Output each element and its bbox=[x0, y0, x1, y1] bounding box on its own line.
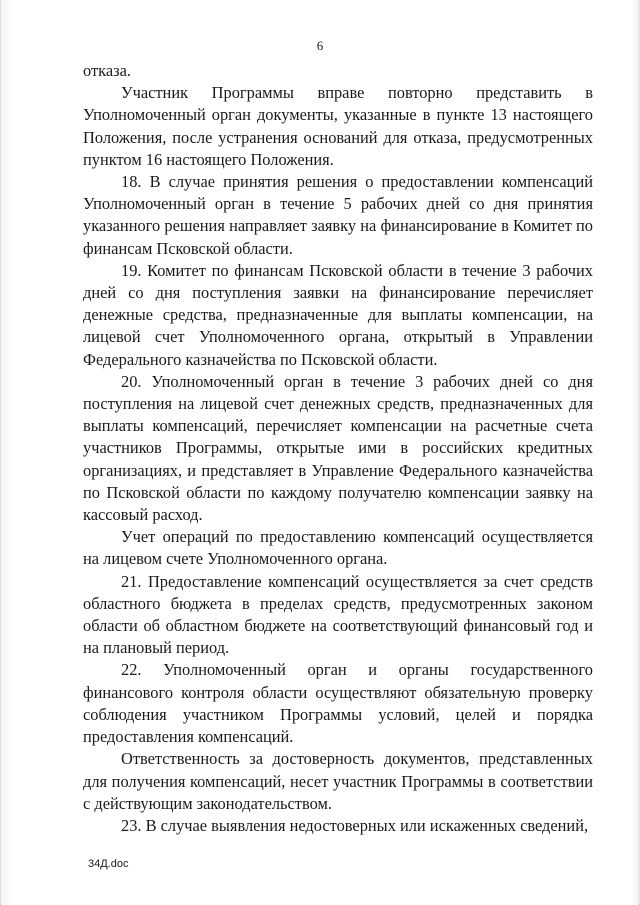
paragraph-5: Учет операций по предоставлению компенсаций осуществляется на лицевом счете Уполномоченного органа. bbox=[83, 527, 593, 569]
footer-filename: 34Д.doc bbox=[88, 858, 129, 870]
paragraph-9: 23. В случае выявления недостоверных или искаженных сведений, bbox=[121, 815, 589, 835]
paragraph-2: 18. В случае принятия решения о предоставлении компенсаций Уполномоченный орган в течение 5 рабочих дней со дня принятия указанного решения направляет заявку на финансирование в Комитет по финансам Псковской области. bbox=[83, 172, 593, 258]
paragraph-7: 22. Уполномоченный орган и органы государственного финансового контроля области осуществляют обязательную проверку соблюдения участником Программы условий, целей и порядка предоставления компенсаций. bbox=[83, 660, 593, 747]
paragraph-1: Участник Программы вправе повторно представить в Уполномоченный орган документы, указанные в пункте 13 настоящего Положения, после устранения оснований для отказа, предусмотренных пунктом 16 настоящего Положения. bbox=[83, 83, 593, 169]
page-number: 6 bbox=[316, 38, 324, 53]
paragraph-8: Ответственность за достоверность документов, представленных для получения компенсаций, несет участник Программы в соответствии с действующим законодательством. bbox=[83, 749, 593, 813]
document-body bbox=[83, 60, 593, 837]
paragraph-0: отказа. bbox=[83, 61, 131, 80]
paragraph-3: 19. Комитет по финансам Псковской области в течение 3 рабочих дней со дня поступления заявки на финансирование перечисляет денежные средства, предназначенные для выплаты компенсации, на лицевой счет Уполномоченного органа, открытый в Управлении Федерального казначейства по Псковской области. bbox=[83, 260, 593, 369]
paragraph-6: 21. Предоставление компенсаций осуществляется за счет средств областного бюджета в пределах средств, предусмотренных законом области об областном бюджете на соответствующий финансовый год и на плановый период. bbox=[83, 571, 593, 658]
paragraph-4: 20. Уполномоченный орган в течение 3 рабочих дней со дня поступления на лицевой счет денежных средств, предназначенных для выплаты компенсаций, перечисляет компенсации на расчетные счета участников Программы, открытые ими в российских кредитных организациях, и представляет в Управление Федерального казначейства по Псковской области по каждому получателю компенсации заявку на кассовый расход. bbox=[83, 371, 593, 525]
scan-edge-left bbox=[0, 0, 11, 905]
scan-edge-right bbox=[631, 0, 640, 905]
